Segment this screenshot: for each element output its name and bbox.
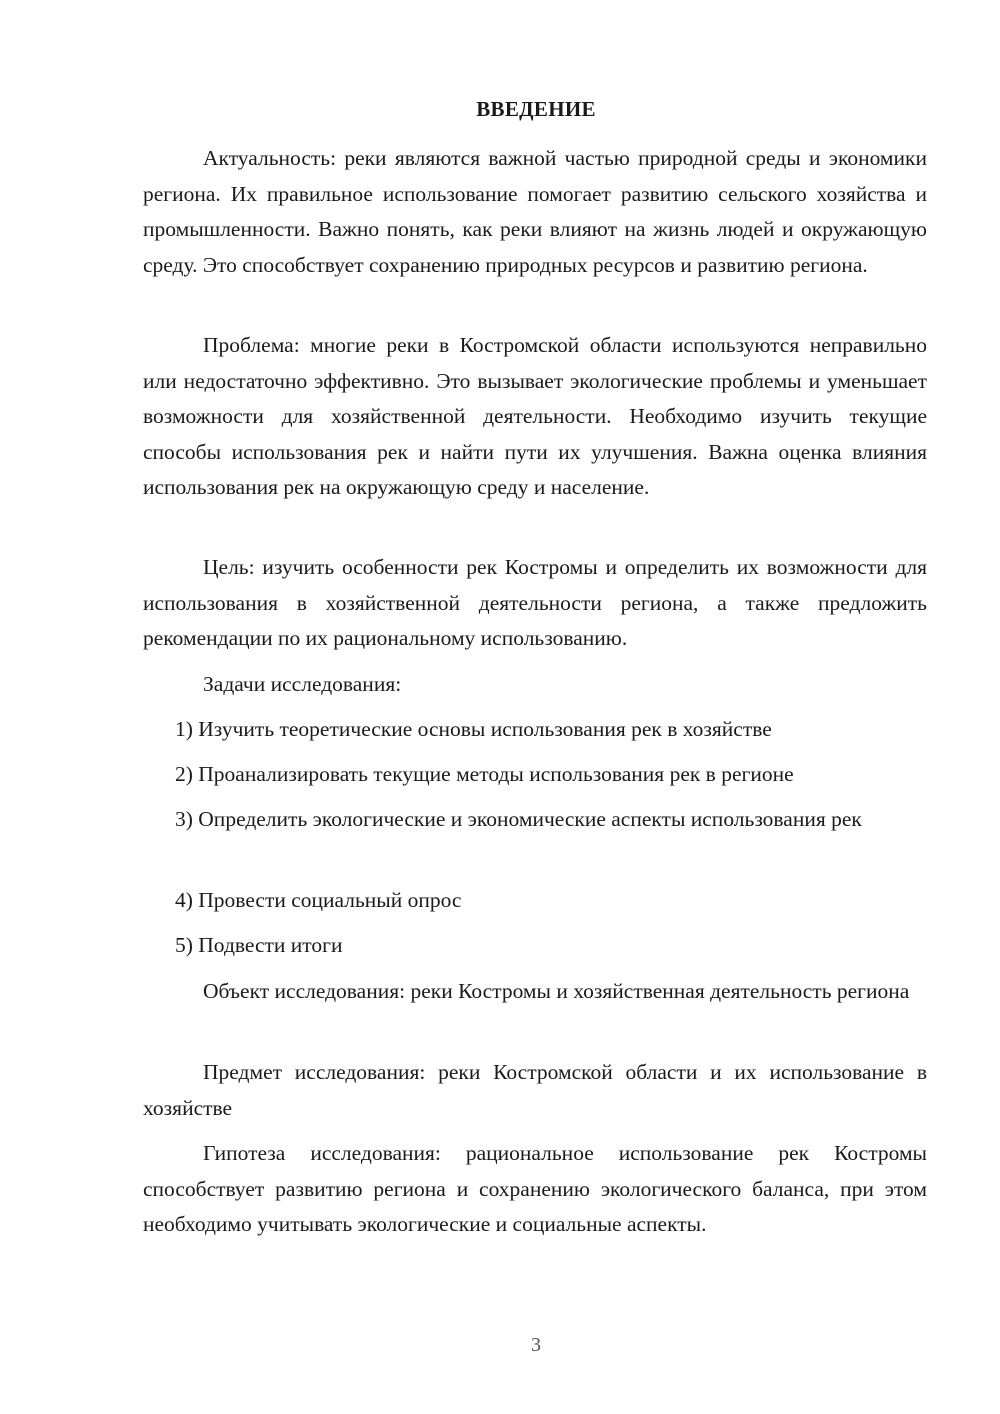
- relevance-paragraph: Актуальность: реки являются важной частью природной среды и экономики региона. Их правильное использование помогает развитию сельского хозяйства и промышленности. Важно понять, как реки влияют на жизнь людей и окружающую среду. Это способствует сохранению природных ресурсов и развитию региона.: [143, 146, 927, 277]
- page-number: 3: [531, 1334, 541, 1356]
- subject-paragraph: Предмет исследования: реки Костромской области и их использование в хозяйстве: [143, 1060, 927, 1120]
- object-paragraph: Объект исследования: реки Костромы и хозяйственная деятельность региона: [203, 979, 910, 1003]
- task-item-5: 5) Подвести итоги: [175, 933, 343, 957]
- page-title: ВВЕДЕНИЕ: [476, 97, 596, 121]
- goal-paragraph: Цель: изучить особенности рек Костромы и определить их возможности для использования в хозяйственной деятельности региона, а также предложить рекомендации по их рациональному использованию.: [143, 555, 927, 650]
- task-item-3: 3) Определить экологические и экономические аспекты использования рек: [175, 807, 862, 831]
- problem-paragraph: Проблема: многие реки в Костромской области используются неправильно или недостаточно эффективно. Это вызывает экологические проблемы и уменьшает возможности для хозяйственной деятельности. Необходимо изучить текущие способы использования рек и найти пути их улучшения. Важна оценка влияния использования рек на окружающую среду и население.: [143, 333, 927, 499]
- task-item-2: 2) Проанализировать текущие методы использования рек в регионе: [175, 762, 794, 786]
- hypothesis-paragraph: Гипотеза исследования: рациональное использование рек Костромы способствует развитию региона и сохранению экологического баланса, при этом необходимо учитывать экологические и социальные аспекты.: [143, 1141, 927, 1236]
- tasks-heading: Задачи исследования:: [203, 672, 402, 696]
- task-item-1: 1) Изучить теоретические основы использования рек в хозяйстве: [175, 717, 772, 741]
- task-item-4: 4) Провести социальный опрос: [175, 888, 462, 912]
